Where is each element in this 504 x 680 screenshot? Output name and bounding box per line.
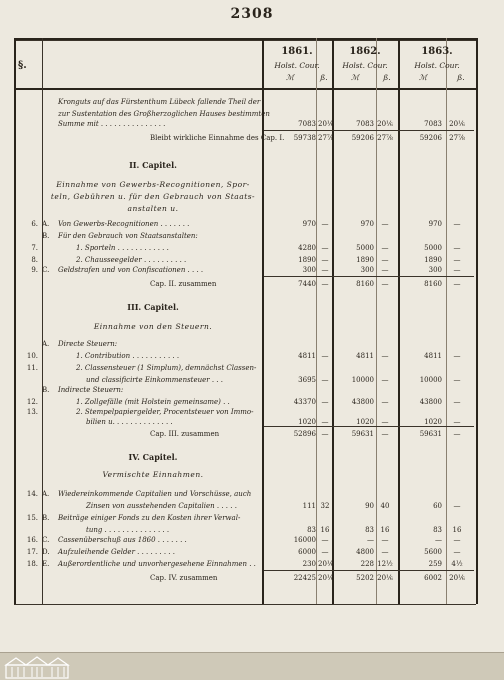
ledger-row [0, 384, 504, 396]
cap3-title: III. Capitel. [127, 302, 179, 312]
row-description: Cap. II. zusammen [150, 280, 217, 288]
row-number: 9. [31, 266, 38, 274]
value-1862-mark: 4800 [356, 548, 374, 556]
value-1863-mark: 300 [428, 266, 442, 274]
value-1861-schilling: — [321, 352, 329, 360]
value-1861-mark: 7083 [298, 120, 316, 128]
value-1862-schilling: — [381, 376, 389, 384]
ledger-row [0, 512, 504, 524]
row-description: Von Gewerbs-Recognitionen . . . . . . . [58, 220, 190, 228]
value-1863-mark: 59631 [419, 430, 442, 438]
row-letter: C. [42, 266, 50, 274]
value-1862-mark: 8160 [356, 280, 374, 288]
value-1861-mark: 300 [302, 266, 316, 274]
value-1862-schilling: 40 [380, 502, 390, 510]
cap3-subtitle: Einnahme von den Steuern. [93, 322, 213, 331]
value-1861-schilling: — [321, 266, 329, 274]
value-1862-mark: 300 [360, 266, 374, 274]
value-1862-schilling: — [381, 536, 389, 544]
ledger-row [0, 338, 504, 350]
value-1863-mark: 970 [428, 220, 442, 228]
value-1861-schilling: — [321, 536, 329, 544]
value-1863-schilling: 20⅙ [449, 120, 465, 128]
value-1861-mark: 970 [302, 220, 316, 228]
currency-label-1863: Holst. Cour. [414, 61, 460, 70]
value-1862-schilling: 27⅞ [377, 134, 393, 142]
value-1863-schilling: — [453, 418, 461, 426]
row-description: Aufzuleihende Gelder . . . . . . . . . [58, 548, 175, 556]
row-number: 17. [26, 548, 38, 556]
value-1863-mark: 43800 [419, 398, 442, 406]
cap4-subtitle: Vermischte Einnahmen. [102, 470, 204, 479]
value-1862-schilling: 16 [380, 526, 390, 534]
value-1863-mark: 10000 [419, 376, 442, 384]
ledger-row [0, 242, 504, 254]
row-number: 14. [26, 490, 38, 498]
library-building-icon [4, 655, 70, 679]
value-1863-schilling: — [453, 398, 461, 406]
value-1862-schilling: — [381, 266, 389, 274]
header-rule [14, 88, 476, 90]
value-1863-schilling: — [453, 244, 461, 252]
year-1862-header: 1862. [349, 46, 381, 57]
value-1861-schilling: 16 [320, 526, 330, 534]
value-1862-schilling: — [381, 244, 389, 252]
row-number: 13. [26, 408, 38, 416]
ledger-row [0, 488, 504, 500]
row-letter: B. [42, 232, 50, 240]
value-1861-schilling: — [321, 430, 329, 438]
row-number: 10. [26, 352, 38, 360]
value-1861-mark: 111 [302, 502, 316, 510]
row-description: Beiträge einiger Fonds zu den Kosten ihrer Verwal- [58, 514, 241, 522]
value-1862-mark: 59206 [351, 134, 374, 142]
schilling-label-1861: ß. [320, 73, 328, 82]
row-description: Wiedereinkommende Capitalien und Vorschüsse, auch [58, 490, 252, 498]
value-1863-schilling: — [453, 280, 461, 288]
row-letter: A. [42, 340, 50, 348]
ledger-row [0, 96, 504, 108]
value-1861-schilling: — [321, 256, 329, 264]
ledger-row [0, 362, 504, 374]
cap2-subtitle-3: anstalten u. [127, 204, 179, 213]
row-description: Für den Gebrauch von Staatsanstalten: [58, 232, 198, 240]
row-description: Cap. III. zusammen [150, 430, 220, 438]
value-1863-schilling: 4½ [451, 560, 463, 568]
value-1861-schilling: — [321, 220, 329, 228]
ledger-row [0, 572, 504, 584]
value-1863-mark: — [435, 536, 442, 544]
value-1861-schilling: — [321, 418, 329, 426]
row-number: 7. [31, 244, 38, 252]
value-1862-mark: 90 [365, 502, 374, 510]
cap2-title: II. Capitel. [129, 160, 177, 170]
value-1863-mark: 5000 [424, 244, 442, 252]
row-description: Cassenüberschuß aus 1860 . . . . . . . [58, 536, 187, 544]
value-1861-mark: 3695 [298, 376, 316, 384]
value-1861-mark: 4811 [298, 352, 316, 360]
value-1862-mark: 970 [360, 220, 374, 228]
value-1862-schilling: 20⅙ [377, 120, 393, 128]
value-1862-schilling: — [381, 548, 389, 556]
row-description: Summe mit . . . . . . . . . . . . . . . [58, 120, 166, 128]
value-1861-schilling: 20⅙ [318, 120, 334, 128]
value-1863-schilling: — [453, 430, 461, 438]
footer-strip [0, 652, 504, 680]
value-1863-mark: 1020 [424, 418, 442, 426]
value-1862-mark: 43800 [351, 398, 374, 406]
value-1862-mark: 59631 [351, 430, 374, 438]
year-1861-header: 1861. [281, 46, 313, 57]
value-1862-schilling: — [381, 256, 389, 264]
ledger-row [0, 230, 504, 242]
ledger-row [0, 264, 504, 276]
row-description: 2. Chausseegelder . . . . . . . . . . [76, 256, 187, 264]
ledger-row [0, 132, 504, 144]
ledger-row [0, 118, 504, 130]
value-1863-schilling: — [453, 220, 461, 228]
value-1862-schilling: 20⅙ [377, 574, 393, 582]
value-1862-schilling: — [381, 352, 389, 360]
row-description: Außerordentliche und unvorhergesehene Einnahmen . . [58, 560, 256, 568]
value-1861-schilling: 20⅙ [318, 574, 334, 582]
value-1861-mark: 59738 [293, 134, 316, 142]
value-1862-schilling: — [381, 220, 389, 228]
value-1861-schilling: — [321, 548, 329, 556]
value-1861-mark: 7440 [298, 280, 316, 288]
row-description: Indirecte Steuern: [58, 386, 124, 394]
value-1863-schilling: 16 [452, 526, 462, 534]
schilling-label-1863: ß. [457, 73, 465, 82]
value-1862-mark: 228 [360, 560, 374, 568]
value-1862-mark: 5202 [356, 574, 374, 582]
row-description: 1. Zollgefälle (mit Holstein gemeinsame) . . [76, 398, 230, 406]
value-1862-schilling: — [381, 430, 389, 438]
value-1863-schilling: — [453, 256, 461, 264]
value-1863-schilling: — [453, 352, 461, 360]
value-1861-mark: 52896 [293, 430, 316, 438]
currency-label-1862: Holst. Cour. [342, 61, 388, 70]
paragraph-column-header: §. [18, 60, 27, 71]
schilling-label-1862: ß. [383, 73, 391, 82]
currency-label-1861: Holst. Cour. [274, 61, 320, 70]
row-number: 15. [26, 514, 38, 522]
value-1862-mark: 5000 [356, 244, 374, 252]
row-letter: B. [42, 386, 50, 394]
row-description: und classificirte Einkommensteuer . . . [86, 376, 223, 384]
ledger-row [0, 218, 504, 230]
row-number: 16. [26, 536, 38, 544]
year-1863-header: 1863. [421, 46, 453, 57]
ledger-row [0, 278, 504, 290]
value-1861-mark: 1890 [298, 256, 316, 264]
value-1863-schilling: — [453, 376, 461, 384]
row-description: Bleibt wirkliche Einnahme des Cap. I. [150, 134, 285, 142]
row-description: Cap. IV. zusammen [150, 574, 218, 582]
row-letter: E. [42, 560, 50, 568]
page-number: 2308 [230, 6, 274, 22]
row-description: Geldstrafen und von Confiscationen . . . . [58, 266, 204, 274]
value-1862-mark: 1890 [356, 256, 374, 264]
value-1863-mark: 4811 [424, 352, 442, 360]
value-1863-schilling: 27⅞ [449, 134, 465, 142]
row-letter: C. [42, 536, 50, 544]
value-1862-mark: 4811 [356, 352, 374, 360]
value-1863-mark: 59206 [419, 134, 442, 142]
ledger-row [0, 428, 504, 440]
value-1863-mark: 5600 [424, 548, 442, 556]
value-1861-mark: 6000 [298, 548, 316, 556]
ledger-row [0, 416, 504, 428]
value-1863-mark: 83 [433, 526, 442, 534]
top-rule-thin [14, 40, 476, 41]
row-description: zur Sustentation des Großherzoglichen Hauses bestimmten [58, 110, 270, 118]
mark-label-1862: ℳ [350, 73, 360, 82]
row-number: 6. [31, 220, 38, 228]
ledger-row [0, 558, 504, 570]
value-1863-mark: 259 [428, 560, 442, 568]
ledger-row [0, 350, 504, 362]
ledger-row [0, 500, 504, 512]
value-1863-mark: 6002 [424, 574, 442, 582]
row-letter: A. [42, 490, 50, 498]
value-1861-schilling: 32 [320, 502, 330, 510]
value-1861-schilling: — [321, 244, 329, 252]
row-description: tung . . . . . . . . . . . . . . . [86, 526, 170, 534]
ledger-row [0, 546, 504, 558]
value-1863-mark: 1890 [424, 256, 442, 264]
value-1862-mark: 7083 [356, 120, 374, 128]
ledger-row [0, 534, 504, 546]
row-description: 1. Sporteln . . . . . . . . . . . . [76, 244, 169, 252]
value-1862-mark: 1020 [356, 418, 374, 426]
value-1863-mark: 8160 [424, 280, 442, 288]
value-1863-schilling: — [453, 502, 461, 510]
value-1863-schilling: — [453, 548, 461, 556]
value-1861-schilling: 27⅞ [318, 134, 334, 142]
row-description: Directe Steuern: [58, 340, 118, 348]
cap2-subtitle-1: Einnahme von Gewerbs-Recognitionen, Spor- [56, 180, 250, 189]
value-1861-schilling: — [321, 280, 329, 288]
value-1863-schilling: — [453, 266, 461, 274]
row-number: 18. [26, 560, 38, 568]
value-1861-mark: 16000 [293, 536, 316, 544]
cap1-total-rule [264, 130, 474, 131]
value-1862-schilling: — [381, 280, 389, 288]
row-letter: A. [42, 220, 50, 228]
mark-label-1863: ℳ [418, 73, 428, 82]
value-1863-mark: 7083 [424, 120, 442, 128]
row-description: 1. Contribution . . . . . . . . . . . [76, 352, 180, 360]
value-1861-mark: 22425 [293, 574, 316, 582]
row-number: 12. [26, 398, 38, 406]
row-description: 2. Classensteuer (1 Simplum), demnächst Classen- [76, 364, 257, 372]
bottom-rule [14, 604, 476, 605]
value-1862-mark: 10000 [351, 376, 374, 384]
value-1861-mark: 43370 [293, 398, 316, 406]
value-1862-mark: — [367, 536, 374, 544]
row-description: 2. Stempelpapiergelder, Procentsteuer von Immo- [76, 408, 254, 416]
value-1861-mark: 230 [302, 560, 316, 568]
value-1863-mark: 60 [433, 502, 442, 510]
value-1863-schilling: — [453, 536, 461, 544]
value-1861-mark: 83 [307, 526, 316, 534]
row-number: 8. [31, 256, 38, 264]
value-1862-schilling: 12½ [377, 560, 393, 568]
cap2-total-rule [264, 276, 474, 277]
value-1862-mark: 83 [365, 526, 374, 534]
row-description: bilien u. . . . . . . . . . . . . . [86, 418, 173, 426]
value-1861-schilling: — [321, 376, 329, 384]
mark-label-1861: ℳ [285, 73, 295, 82]
row-number: 11. [26, 364, 38, 372]
value-1862-schilling: — [381, 398, 389, 406]
cap2-subtitle-2: teln, Gebühren u. für den Gebrauch von Staats- [50, 192, 256, 201]
value-1861-mark: 4280 [298, 244, 316, 252]
value-1862-schilling: — [381, 418, 389, 426]
cap4-total-rule [264, 570, 474, 571]
value-1861-schilling: 20⅙ [318, 560, 334, 568]
row-letter: D. [42, 548, 50, 556]
value-1861-schilling: — [321, 398, 329, 406]
cap4-title: IV. Capitel. [128, 452, 178, 462]
row-description: Zinsen von ausstehenden Capitalien . . . . . [86, 502, 237, 510]
row-description: Kronguts auf das Fürstenthum Lübeck fallende Theil der [58, 98, 261, 106]
value-1863-schilling: 20⅙ [449, 574, 465, 582]
row-letter: B. [42, 514, 50, 522]
value-1861-mark: 1020 [298, 418, 316, 426]
